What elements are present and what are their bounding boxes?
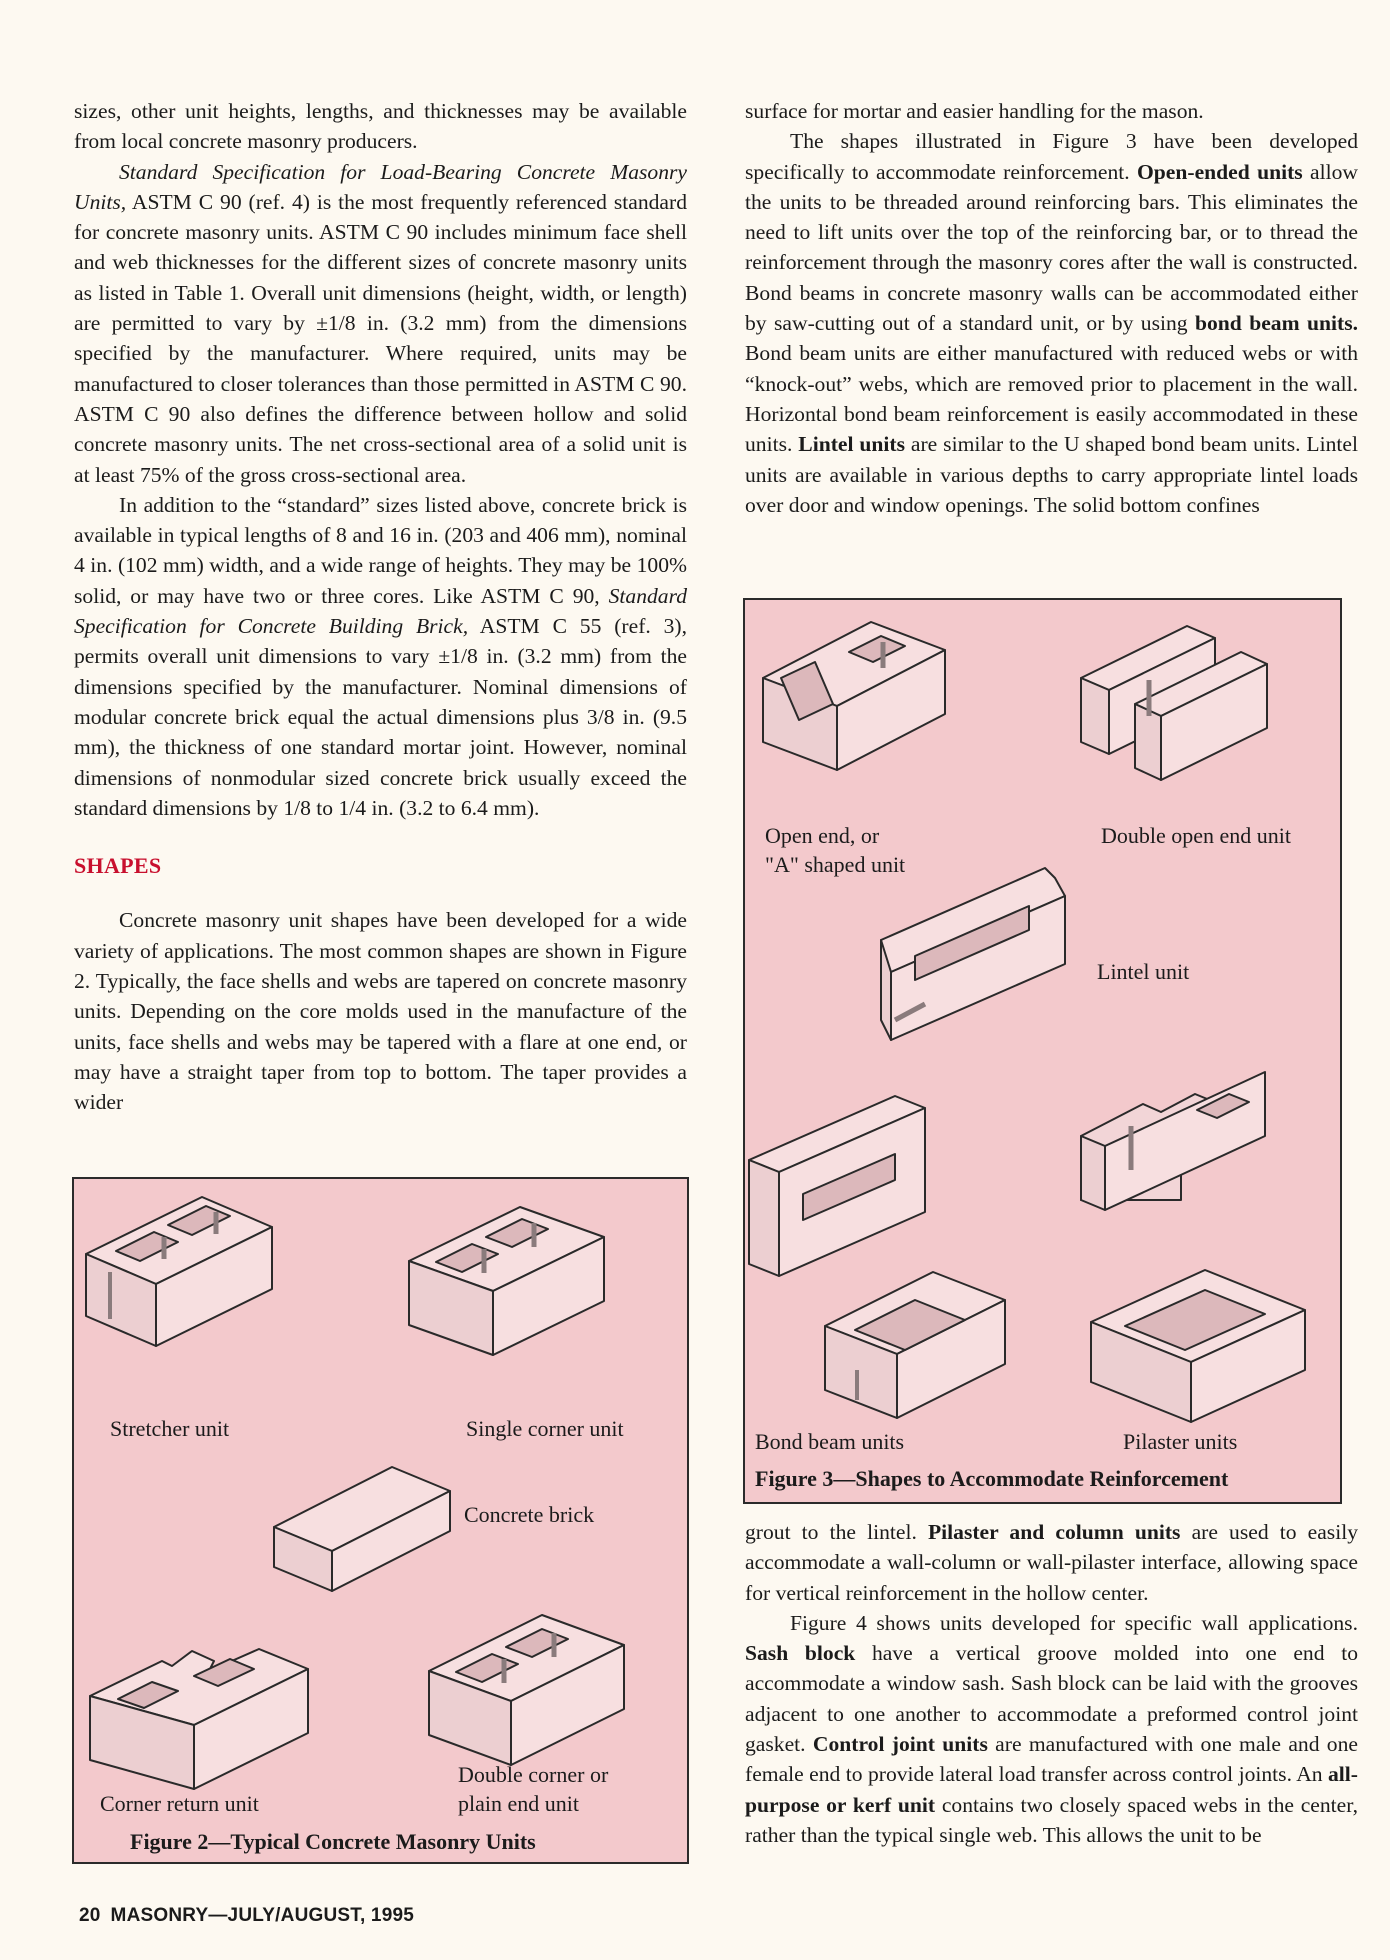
double-corner-label-line-2: plain end unit: [458, 1791, 579, 1816]
open-end-unit-drawing: [763, 622, 945, 770]
right-paragraph-1: surface for mortar and easier handling for the mason.: [745, 99, 1204, 123]
right-paragraph-4-text-d: contains two closely spaced webs in the center, rather than the typical single web. This allows the unit to be: [745, 1792, 1358, 1847]
right-paragraph-4: [745, 1608, 1358, 1850]
bond-beam-units-term: bond beam units.: [1194, 311, 1358, 336]
single-corner-unit-label: Single corner unit: [466, 1416, 624, 1441]
figure-3-caption: Figure 3—Shapes to Accommodate Reinforcement: [755, 1466, 1229, 1491]
left-paragraph-2: [74, 157, 687, 490]
figure-2-illustrations: [74, 1179, 687, 1862]
bond-beam-units-label: Bond beam units: [755, 1429, 905, 1454]
left-paragraph-1: sizes, other unit heights, lengths, and thicknesses may be available from local concrete masonry producers.: [74, 99, 687, 154]
single-corner-unit-drawing: [409, 1207, 604, 1355]
pilaster-unit-2-drawing: [1091, 1270, 1305, 1422]
right-column-top: [745, 96, 1358, 520]
open-ended-units-term: Open-ended units: [1136, 159, 1303, 184]
right-paragraph-3-text-b: are used to easily accommodate a wall-column or wall-pilaster interface, allowing space for vertical reinforcement in the hollow center.: [745, 1520, 1358, 1605]
page-number: 20: [79, 1905, 101, 1926]
pilaster-column-units-term: Pilaster and column units: [927, 1520, 1181, 1544]
pilaster-unit-1-drawing: [1081, 1072, 1265, 1210]
right-paragraph-3-text-a: grout to the lintel.: [745, 1520, 928, 1544]
right-paragraph-4-text-c: are manufactured with one male and one female end to provide lateral load transfer across control joints. An: [745, 1732, 1358, 1787]
left-paragraph-4: Concrete masonry unit shapes have been developed for a wide variety of applications. The most common shapes are shown in Figure 2. Typically, the face shells and webs are tapered on concrete masonry units. Depending on the core molds used in the manufacture of the units, face shells and webs may be tapered with a flare at one end, or may have a straight taper from top to bottom. The taper provides a wider: [74, 908, 687, 1115]
open-end-label-line-2: "A" shaped unit: [765, 852, 906, 877]
corner-return-unit-drawing: [90, 1649, 308, 1789]
sash-block-term: Sash block: [745, 1641, 856, 1666]
open-end-label-line-1: Open end, or: [765, 823, 880, 848]
figure-3-illustrations: [745, 600, 1340, 1502]
right-paragraph-2-text-d: are similar to the U shaped bond beam units. Lintel units are available in various depths to carry appropriate lintel loads over door and window openings. The solid bottom confines: [745, 432, 1358, 517]
right-paragraph-4-text-b: have a vertical groove molded into one end to accommodate a window sash. Sash block can be laid with the grooves adjacent to one another to accommodate a preformed control joint gasket.: [745, 1641, 1358, 1757]
right-paragraph-2-text-b: allow the units to be threaded around reinforcing bars. This eliminates the need to lift units over the top of the reinforcing bar, or to thread the reinforcement through the masonry cores after the wall is constructed. Bond beams in concrete masonry walls can be accommodated either by saw-cutting out of a standard unit, or by using: [745, 159, 1358, 336]
corner-return-unit-label: Corner return unit: [100, 1791, 259, 1816]
figure-2: [72, 1177, 689, 1864]
lintel-unit-label: Lintel unit: [1097, 959, 1190, 984]
lintel-unit-drawing: [881, 868, 1065, 1040]
publication-line: MASONRY—JULY/AUGUST, 1995: [110, 1905, 414, 1926]
right-paragraph-4-text-a: Figure 4 shows units developed for specific wall applications.: [790, 1610, 1358, 1635]
astm-c90-title: Standard Specification for Load-Bearing Concrete Masonry Units,: [74, 159, 687, 214]
double-open-end-label: Double open end unit: [1101, 823, 1292, 848]
control-joint-units-term: Control joint units: [812, 1732, 988, 1757]
right-paragraph-2: [745, 126, 1358, 520]
figure-2-caption: Figure 2—Typical Concrete Masonry Units: [130, 1829, 536, 1854]
double-corner-label-line-1: Double corner or: [458, 1762, 609, 1787]
bond-beam-unit-2-drawing: [825, 1272, 1005, 1418]
lintel-units-term: Lintel units: [798, 432, 905, 457]
astm-c55-title: Standard Specification for Concrete Building Brick,: [74, 583, 687, 639]
page-footer: [79, 1905, 414, 1927]
left-paragraph-3-text-a: In addition to the “standard” sizes listed above, concrete brick is available in typical lengths of 8 and 16 in. (203 and 406 mm), nominal 4 in. (102 mm) width, and a wide range of heights. They may be 100% solid, or may have two or three cores. Like ASTM C 90,: [74, 492, 687, 608]
left-paragraph-2-text: ASTM C 90 (ref. 4) is the most frequently referenced standard for concrete masonry units. ASTM C 90 includes minimum face shell and web thicknesses for the different sizes of concrete masonry units as listed in Table 1. Overall unit dimensions (height, width, or length) are permitted to vary by ±1/8 in. (3.2 mm) from the dimensions specified by the manufacturer. Where required, units may be manufactured to closer tolerances than those permitted in ASTM C 90. ASTM C 90 also defines the difference between hollow and solid concrete masonry units. The net cross-sectional area of a solid unit is at least 75% of the gross cross-sectional area.: [74, 189, 687, 487]
stretcher-unit-label: Stretcher unit: [110, 1416, 230, 1441]
left-paragraph-3: [74, 490, 687, 823]
stretcher-unit-drawing: [86, 1197, 272, 1346]
right-paragraph-3: [745, 1517, 1358, 1608]
shapes-heading: SHAPES: [74, 853, 162, 879]
bond-beam-unit-1-drawing: [749, 1096, 925, 1276]
left-column: [74, 96, 687, 1118]
pilaster-units-label: Pilaster units: [1123, 1429, 1238, 1454]
right-paragraph-2-text-a: The shapes illustrated in Figure 3 have been developed specifically to accommodate reinforcement.: [745, 129, 1358, 184]
right-column-bottom: [745, 1517, 1358, 1850]
left-paragraph-3-text-b: ASTM C 55 (ref. 3), permits overall unit dimensions to vary ±1/8 in. (3.2 mm) from the dimensions specified by the manufacturer. Nominal dimensions of modular concrete brick equal the actual dimensions plus 3/8 in. (9.5 mm), the thickness of one standard mortar joint. However, nominal dimensions of nonmodular sized concrete brick usually exceed the standard dimensions by 1/8 to 1/4 in. (3.2 to 6.4 mm).: [74, 614, 687, 820]
concrete-brick-drawing: [274, 1467, 450, 1591]
right-paragraph-2-text-c: Bond beam units are either manufactured with reduced webs or with “knock-out” webs, which are removed prior to placement in the wall. Horizontal bond beam reinforcement is easily accommodated in these units.: [745, 341, 1358, 457]
double-corner-unit-drawing: [429, 1615, 624, 1765]
kerf-unit-term: all-purpose or kerf unit: [745, 1762, 1358, 1817]
figure-3: [743, 598, 1342, 1504]
double-open-end-unit-drawing: [1081, 626, 1267, 780]
concrete-brick-label: Concrete brick: [464, 1502, 595, 1527]
